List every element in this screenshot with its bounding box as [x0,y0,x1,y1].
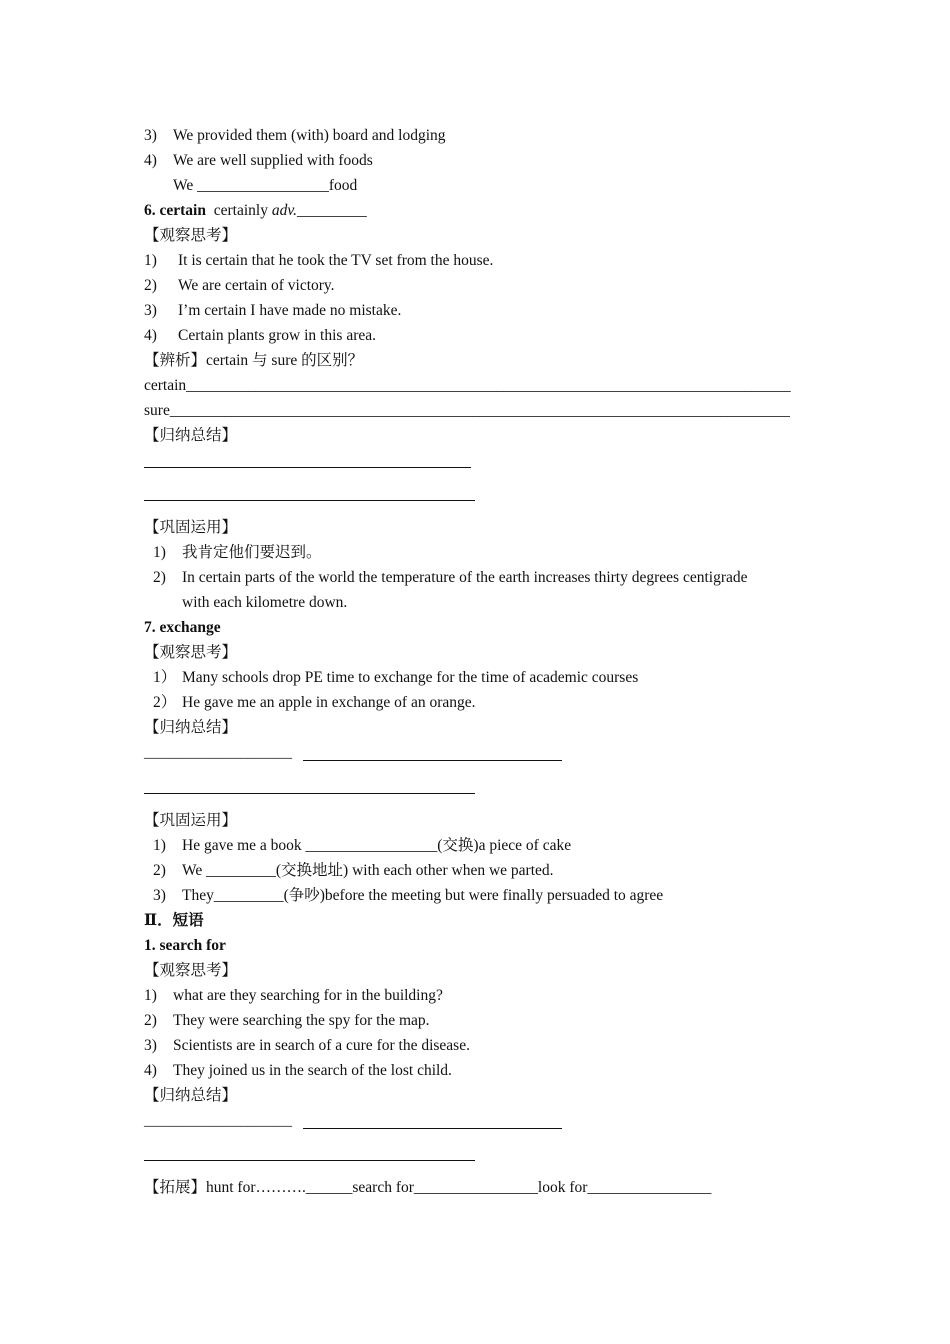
example-line: 3) Scientists are in search of a cure for the disease. [144,1037,470,1054]
summary-label: 【归纳总结】 [144,719,238,736]
extend-line: 【拓展】hunt for……….______search for________________look for________________ [144,1179,712,1196]
answer-rule [144,793,475,794]
section-heading-exchange: 7. exchange [144,619,221,636]
practice-line: 2) In certain parts of the world the temperature of the earth increases thirty degrees centigrade [153,569,748,586]
example-line: 2) We are certain of victory. [144,277,335,294]
practice-line: 1) He gave me a book _________________(交换)a piece of cake [153,837,572,854]
answer-rule [144,467,471,468]
observe-label: 【观察思考】 [144,644,238,661]
practice-line: 1) 我肯定他们要迟到。 [153,544,322,561]
observe-label: 【观察思考】 [144,962,238,979]
certain-answer-line: certain______________________________________________________________________________ [144,377,791,394]
practice-line-continued: with each kilometre down. [182,594,348,611]
practice-line: 2) We _________(交换地址) with each other when we parted. [153,862,554,879]
example-line: 1) what are they searching for in the building? [144,987,443,1004]
observe-label: 【观察思考】 [144,227,238,244]
answer-rule [144,1160,475,1161]
phrase-heading-search-for: 1. search for [144,937,226,954]
practice-line: 3) They_________(争吵)before the meeting but were finally persuaded to agree [153,887,664,904]
example-line: 1） Many schools drop PE time to exchange for the time of academic courses [153,669,639,686]
example-line: 4) They joined us in the search of the lost child. [144,1062,452,1079]
answer-blank: ____________________ [144,745,292,761]
answer-rule [303,760,562,761]
example-line: 4) Certain plants grow in this area. [144,327,377,344]
summary-label: 【归纳总结】 [144,1087,238,1104]
example-line: 4) We are well supplied with foods [144,152,373,169]
example-line: 3) We provided them (with) board and lodging [144,127,446,144]
sure-answer-line: sure________________________________________________________________________________ [144,402,790,419]
answer-rule [303,1128,562,1129]
section-heading-certain: 6. certain certainly adv._________ [144,202,367,219]
section-heading-phrases: Ⅱ．短语 [144,912,204,929]
example-line: 2) They were searching the spy for the map. [144,1012,430,1029]
example-line: 3) I’m certain I have made no mistake. [144,302,402,319]
answer-rule [144,500,475,501]
practice-label: 【巩固运用】 [144,812,238,829]
example-line: 2） He gave me an apple in exchange of an orange. [153,694,476,711]
practice-label: 【巩固运用】 [144,519,238,536]
answer-blank: ____________________ [144,1113,292,1129]
rewrite-line: We _________________food [173,177,358,194]
example-line: 1) It is certain that he took the TV set from the house. [144,252,494,269]
distinguish-label: 【辨析】certain 与 sure 的区别？ [144,352,364,369]
summary-label: 【归纳总结】 [144,427,238,444]
